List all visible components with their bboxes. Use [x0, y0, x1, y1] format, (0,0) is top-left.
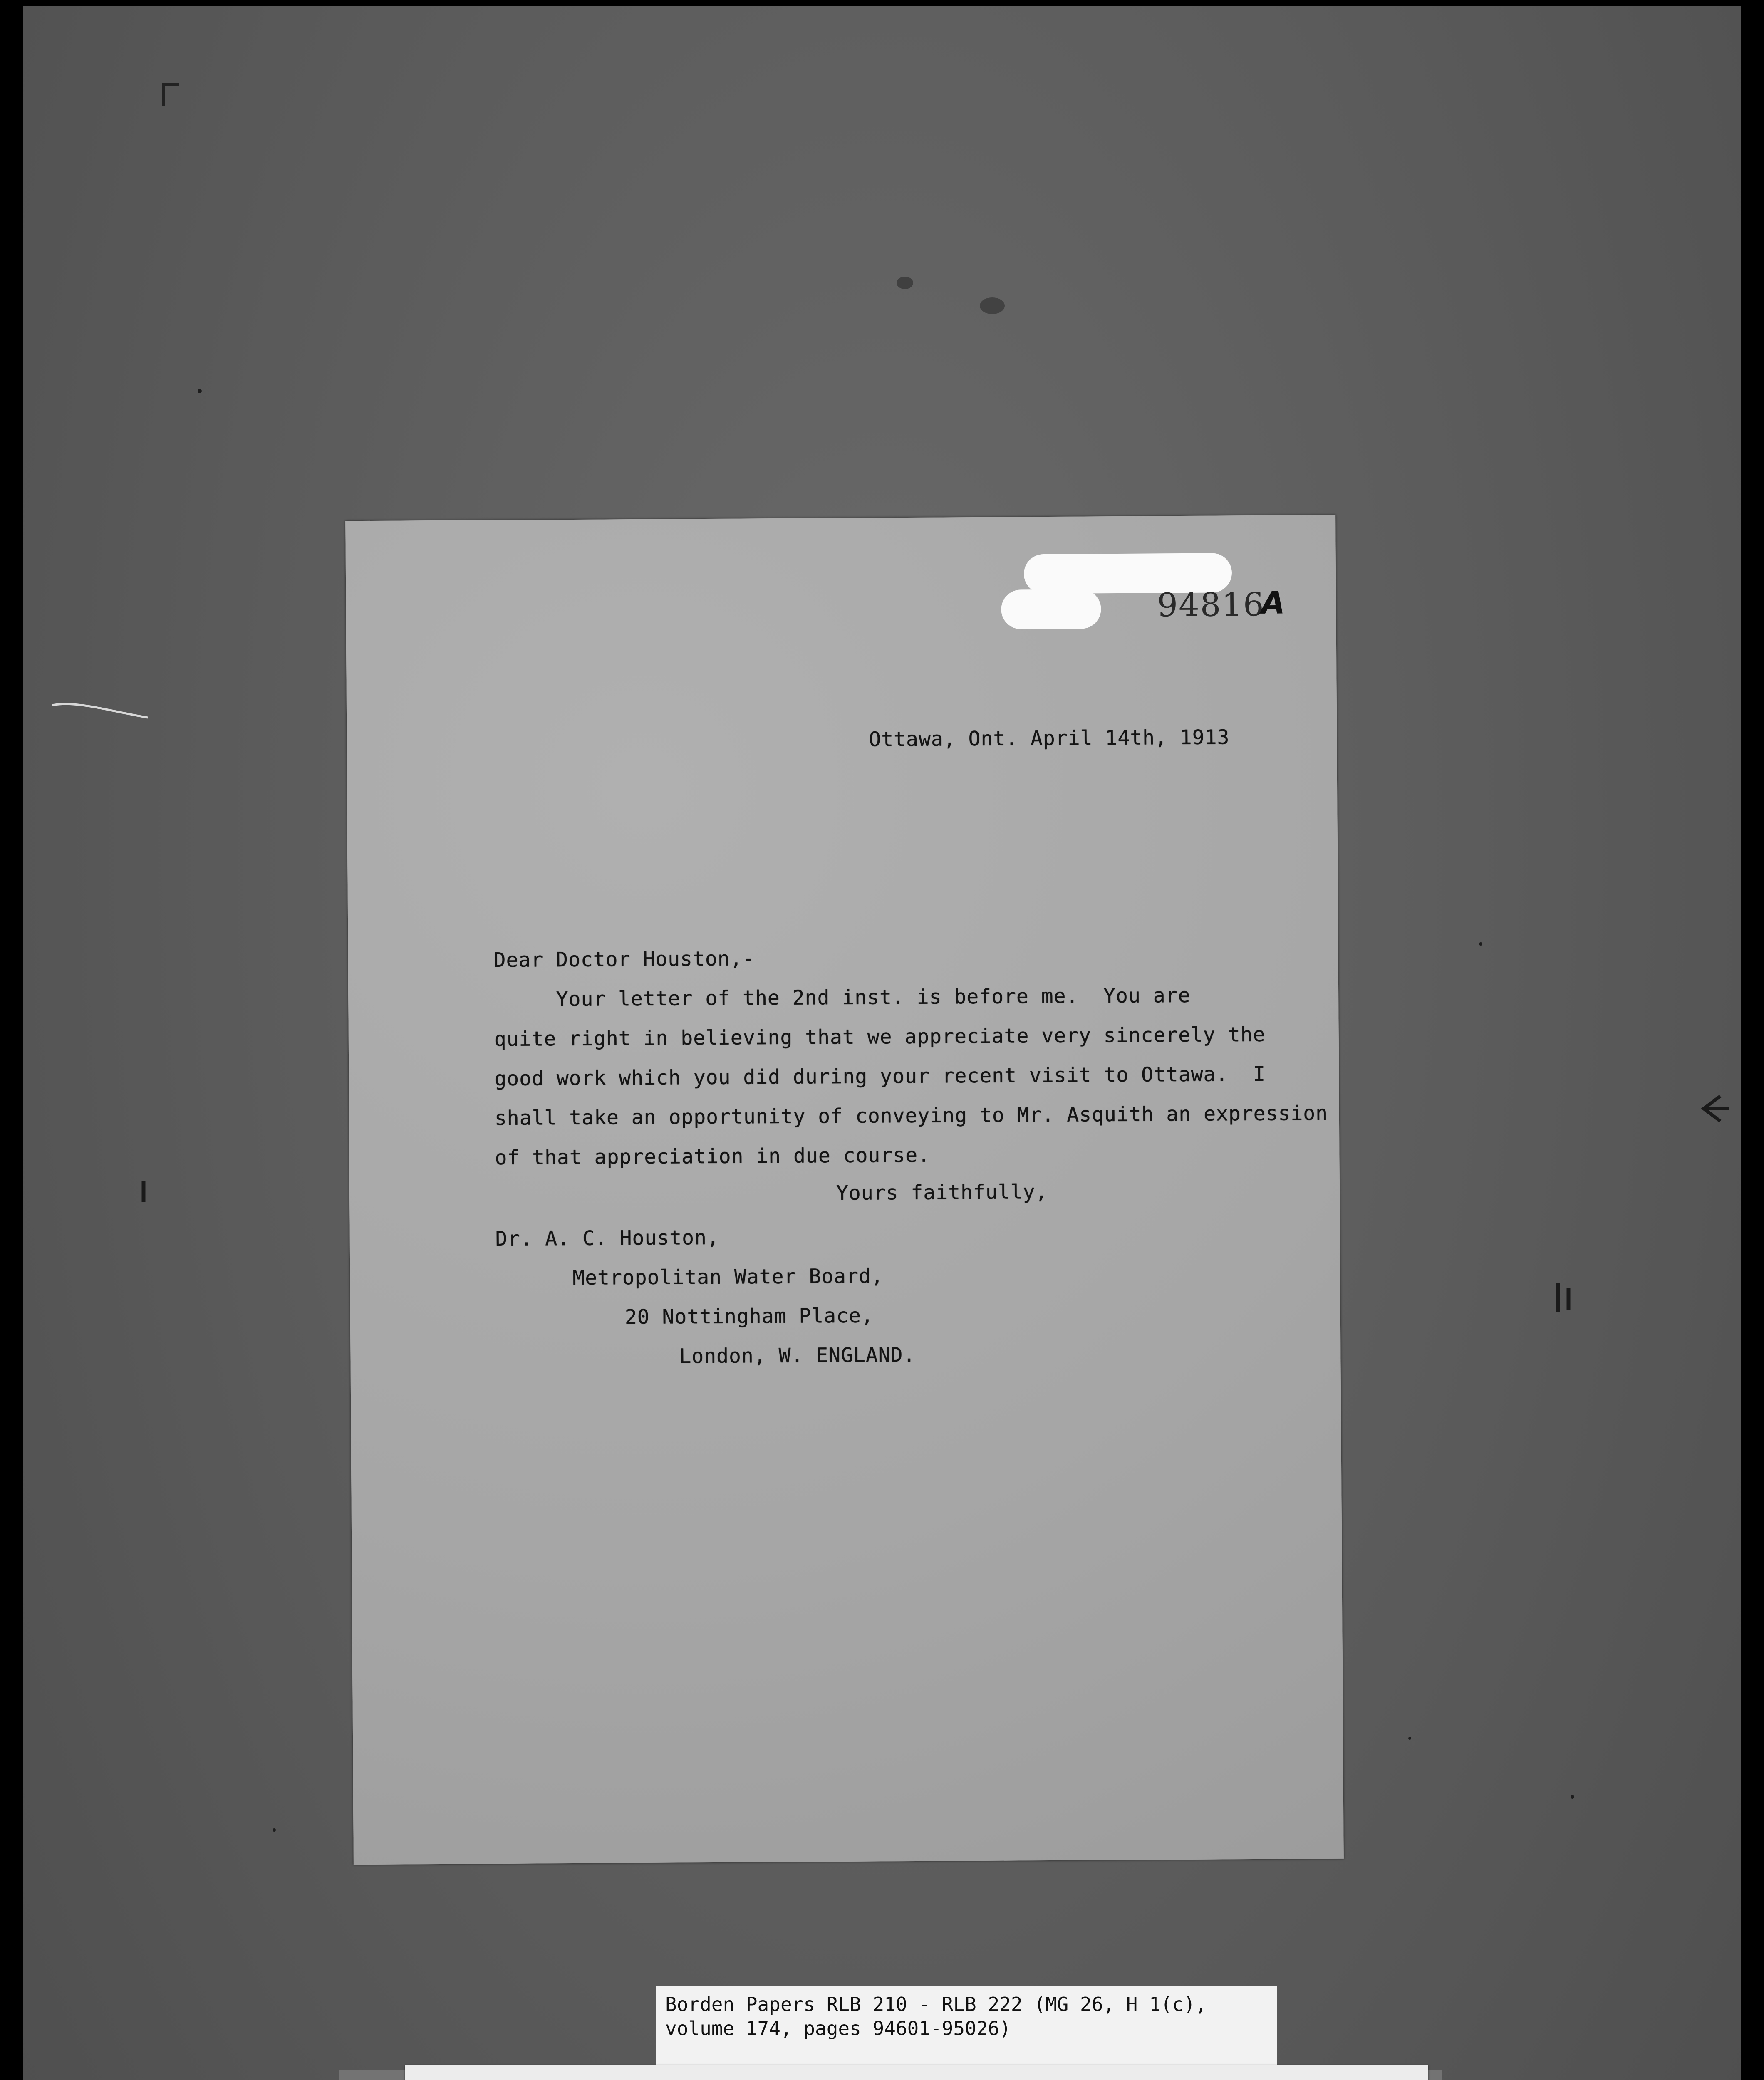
- redaction-whiteout-bottom: [1001, 589, 1101, 629]
- letter-salutation: Dear Doctor Houston,-: [493, 947, 755, 972]
- letter-body-line: good work which you did during your recent visit to Ottawa. I: [494, 1062, 1266, 1091]
- letter-body-line: shall take an opportunity of conveying to Mr. Asquith an expression: [494, 1101, 1328, 1130]
- film-scratch: [48, 693, 156, 726]
- reference-line: volume 174, pages 94601-95026): [665, 2017, 1011, 2040]
- frame-corner-mark: [162, 83, 179, 106]
- letter-dateline: Ottawa, Ont. April 14th, 1913: [869, 726, 1230, 751]
- film-tick-left: [135, 1179, 152, 1204]
- letter-body-line: quite right in believing that we appreciate very sincerely the: [494, 1023, 1266, 1051]
- letter-closing: Yours faithfully,: [836, 1180, 1048, 1205]
- reference-line: Borden Papers RLB 210 - RLB 222 (MG 26, H 1(c),: [665, 1993, 1207, 2016]
- document-number-suffix: A: [1261, 585, 1285, 621]
- typed-letter: [345, 515, 1344, 1865]
- recipient-address-line: 20 Nottingham Place,: [624, 1304, 874, 1329]
- public-archives-card: [405, 2065, 1428, 2080]
- film-arrow-right: [1695, 1092, 1729, 1125]
- recipient-address-line: Dr. A. C. Houston,: [495, 1226, 720, 1251]
- letter-body-line: of that appreciation in due course.: [495, 1143, 931, 1170]
- recipient-address-line: Metropolitan Water Board,: [572, 1264, 884, 1290]
- film-tick-right: [1550, 1279, 1583, 1317]
- document-number-stamp: 94816: [1157, 586, 1265, 624]
- letter-body-line: Your letter of the 2nd inst. is before me. You are: [494, 983, 1191, 1012]
- recipient-address-line: London, W. ENGLAND.: [679, 1343, 916, 1368]
- microfilm-frame: [23, 6, 1741, 2080]
